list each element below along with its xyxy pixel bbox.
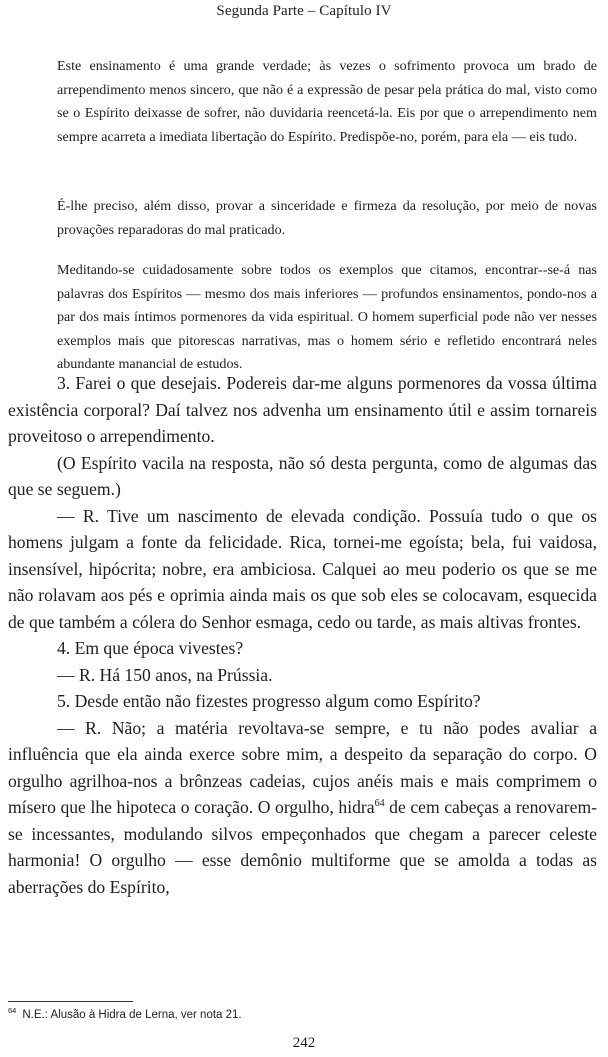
- question-3: 3. Farei o que desejais. Podereis dar-me alguns pormenores da vossa última existência corporal? Daí talvez nos advenha um ensinamento útil e assim tornareis proveitoso o arrependimento.: [8, 373, 597, 446]
- answer-3: — R. Tive um nascimento de elevada condição. Possuía tudo o que os homens julgam a fonte da felicidade. Rica, tornei-me egoísta; bela, fui vaidosa, insensível, hipócrita; nobre, era ambiciosa. Calquei ao meu poderio os que se me não rolavam aos pés e oprimia ainda mais os que sob eles se colocavam, esquecida de que também a cólera do Senhor esmaga, cedo ou tarde, as mais altivas frontes.: [8, 505, 597, 632]
- intro-paragraph-1: [57, 55, 597, 149]
- question-5: 5. Desde então não fizestes progresso algum como Espírito?: [57, 691, 481, 711]
- question-4: 4. Em que época vivestes?: [57, 638, 244, 658]
- answer-5-continuation: de cem cabeças a renovarem-se incessantes, modulando silvos empeçonhados que chegam a parecer celeste harmonia! O orgulho — esse demônio multiforme que se amolda a todas as aberrações do Espírito,: [8, 797, 597, 897]
- dialogue-block: [8, 370, 597, 900]
- footnote-reference[interactable]: 64: [374, 798, 385, 810]
- page-number: 242: [292, 1035, 316, 1051]
- answer-5: [8, 715, 597, 901]
- intro-paragraph-2: [57, 195, 597, 242]
- narrator-note: (O Espírito vacila na resposta, não só desta pergunta, como de algumas das que se seguem.): [8, 452, 597, 499]
- answer-5-text: — R. Não; a matéria revoltava-se sempre, e tu não podes avaliar a influência que ela ainda exerce sobre mim, a despeito da separação do corpo. O orgulho agrilhoa-nos a brônzeas cadeias, cujos anéis mais e mais comprimem o mísero que lhe hipoteca o coração. O orgulho, hidra: [8, 717, 597, 817]
- intro-paragraph-3: [57, 259, 597, 377]
- paragraph-text: É-lhe preciso, além disso, provar a sinceridade e firmeza da resolução, por meio de novas provações reparadoras do mal praticado.: [57, 198, 597, 238]
- paragraph-text: Meditando-se cuidadosamente sobre todos os exemplos que citamos, encontrar--se-á nas palavras dos Espíritos — mesmo dos mais inferiores — profundos ensinamentos, pondo-nos a par dos mais íntimos pormenores da vida espiritual. O homem superficial pode não ver nesses exemplos mais que pitorescas narrativas, mas o homem sério e refletido encontrará neles abundante manancial de estudos.: [57, 262, 597, 373]
- answer-4: — R. Há 150 anos, na Prússia.: [57, 664, 273, 685]
- footnote-text: N.E.: Alusão à Hidra de Lerna, ver nota 21.: [22, 1009, 242, 1021]
- footnote-number: 64: [8, 1006, 17, 1016]
- footnote-divider: [8, 1001, 133, 1002]
- paragraph-text: Este ensinamento é uma grande verdade; às vezes o sofrimento provoca um brado de arrependimento menos sincero, que não é a expressão de pesar pela prática do mal, visto como se o Espírito deixasse de sofrer, não duvidaria reencetá-la. Eis por que o arrependimento nem sempre acarreta a imediata libertação do Espírito. Predispõe-no, porém, para ela — eis tudo.: [57, 58, 597, 145]
- footnote: [8, 1007, 598, 1023]
- running-head: Segunda Parte – Capítulo IV: [216, 3, 392, 19]
